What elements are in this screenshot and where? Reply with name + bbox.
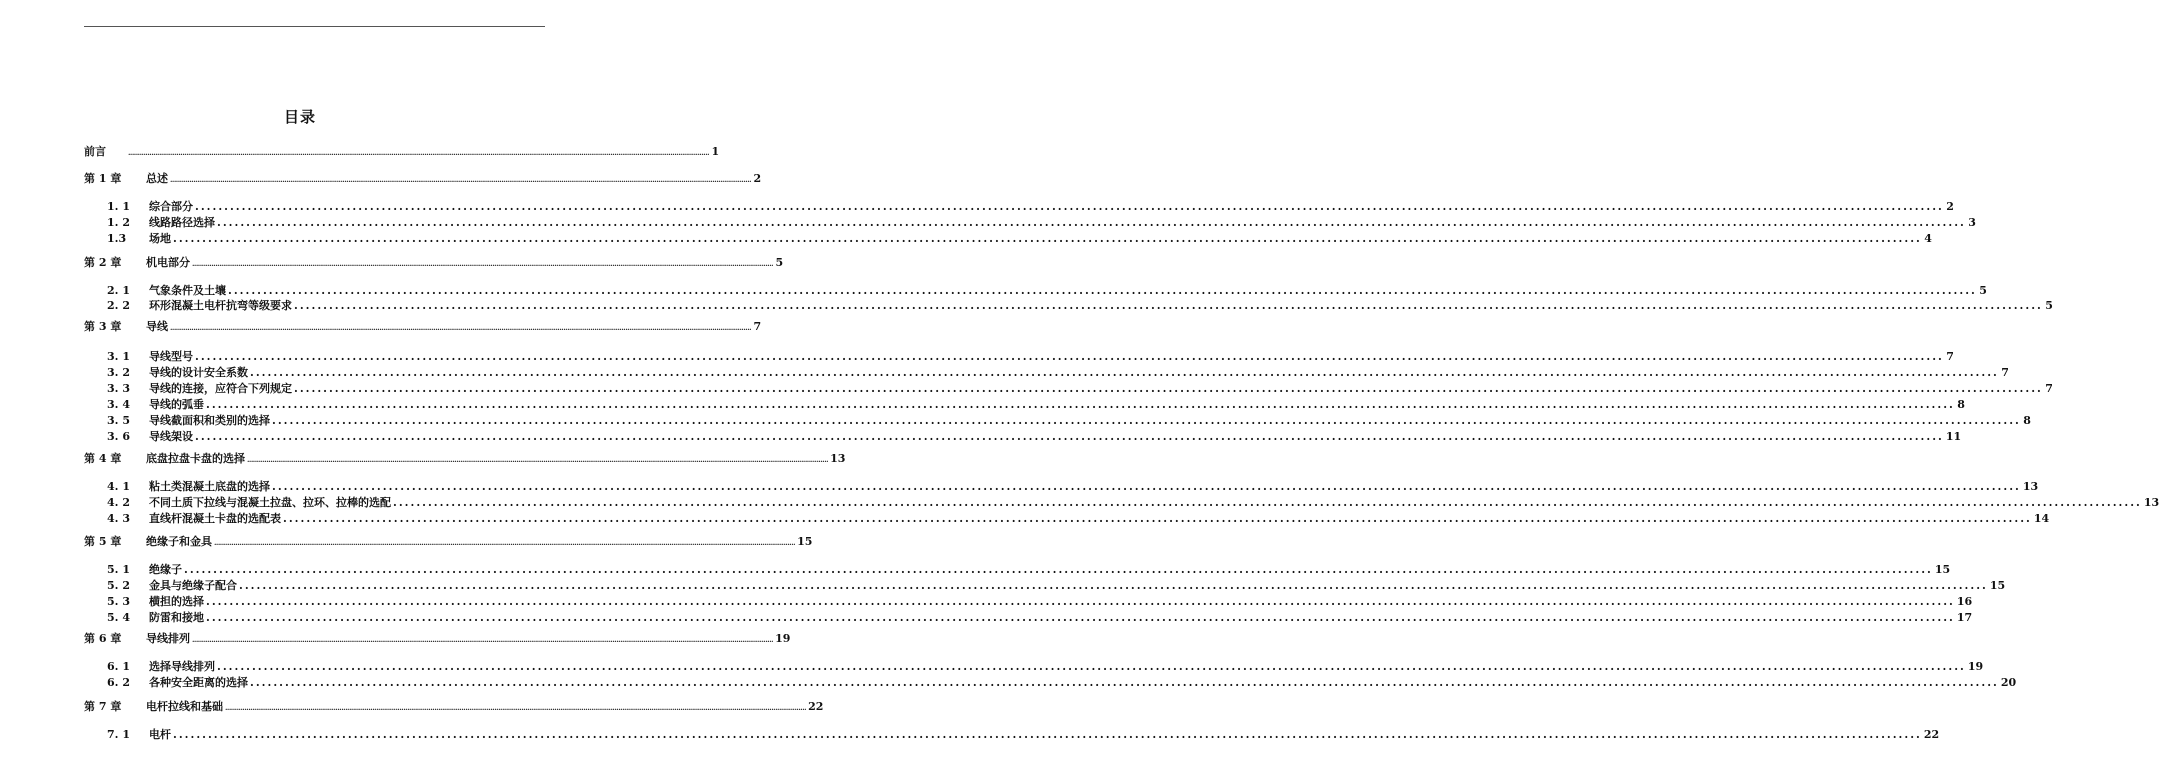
- toc-entry-number: 1. 2: [107, 216, 130, 229]
- toc-entry-label: 不同土质下拉线与混凝土拉盘、拉环、拉棒的选配: [149, 496, 391, 509]
- toc-page-number: 13: [2143, 496, 2159, 509]
- toc-page-number: 15: [1989, 579, 2006, 592]
- toc-entry-label: 气象条件及土壤: [149, 284, 226, 297]
- toc-dot-leader: ............................................................................................................................................................................................................................................................................................................: [195, 350, 1944, 363]
- toc-section-entry[interactable]: [107, 480, 2039, 494]
- toc-dot-leader: ............................................................................................................................................................................................................................................................................................................: [294, 382, 2043, 395]
- toc-entry-label: 防雷和接地: [149, 611, 204, 624]
- toc-entry-label: 选择导线排列: [149, 660, 215, 673]
- toc-section-entry[interactable]: [107, 611, 1973, 625]
- toc-entry-label: 机电部分: [146, 256, 190, 269]
- toc-chapter-entry[interactable]: [84, 632, 791, 646]
- toc-chapter-entry[interactable]: [84, 452, 846, 466]
- toc-section-entry[interactable]: [107, 350, 1954, 364]
- toc-dot-leader: ............................................................................................................................................................................................................................................................................................................: [173, 232, 1922, 245]
- toc-chapter-entry[interactable]: [84, 145, 720, 159]
- toc-section-entry[interactable]: [107, 366, 2009, 380]
- toc-page-number: 16: [1956, 595, 1973, 608]
- toc-dot-leader: ............................................................................................................................................................................................................................................................................................................: [272, 414, 2021, 427]
- toc-entry-number: 3. 5: [107, 414, 130, 427]
- toc-entry-label: 电杆拉线和基础: [146, 700, 223, 713]
- toc-dot-leader: ............................................................................................................................................................................................................................................................................................................: [228, 284, 1977, 297]
- toc-dot-leader: ............................................................................................................................................................................................................................................................................................................: [206, 611, 1955, 624]
- toc-page-number: 5: [1979, 284, 1987, 297]
- toc-entry-label: 电杆: [149, 728, 171, 741]
- toc-page-number: 15: [797, 535, 813, 548]
- toc-entry-label: 导线的弧垂: [149, 398, 204, 411]
- toc-entry-label: 导线: [146, 320, 168, 333]
- toc-section-entry[interactable]: [107, 284, 1987, 298]
- toc-entry-label: 导线架设: [149, 430, 193, 443]
- toc-entry-number: 6. 1: [107, 660, 130, 673]
- toc-page-number: 2: [1946, 200, 1954, 213]
- toc-entry-label: 底盘拉盘卡盘的选择: [146, 452, 245, 465]
- toc-entry-label: 金具与绝缘子配合: [149, 579, 237, 592]
- toc-page-number: 7: [1946, 350, 1954, 363]
- toc-entry-number: 1. 1: [107, 200, 130, 213]
- toc-page-number: 1: [711, 145, 720, 158]
- toc-entry-label: 综合部分: [149, 200, 193, 213]
- toc-dot-leader: ............................................................................................................................................................................................................................................................................................................: [283, 512, 2032, 525]
- toc-entry-number: 4. 1: [107, 480, 130, 493]
- toc-entry-number: 第 5 章: [84, 535, 122, 548]
- toc-page-number: 13: [830, 452, 846, 465]
- toc-page-number: 2: [753, 172, 762, 185]
- toc-chapter-entry[interactable]: [84, 700, 824, 714]
- toc-entry-number: 3. 4: [107, 398, 130, 411]
- toc-entry-label: 粘土类混凝土底盘的选择: [149, 480, 270, 493]
- toc-entry-label: 绝缘子: [149, 563, 182, 576]
- toc-dot-leader: ............................................................................................................................................................................................................................................................................................................: [250, 366, 1999, 379]
- toc-dot-leader: ............................................................................................................................................................................................................................................................................................................: [173, 728, 1922, 741]
- toc-dot-leader: ............................................................................................................................................................................................................................................................................................................: [214, 538, 796, 547]
- toc-entry-label: 环形混凝土电杆抗弯等级要求: [149, 299, 292, 312]
- toc-entry-label: 导线排列: [146, 632, 190, 645]
- toc-dot-leader: ............................................................................................................................................................................................................................................................................................................: [247, 455, 829, 464]
- toc-entry-label: 前言: [84, 145, 106, 158]
- toc-entry-label: 各种安全距离的选择: [149, 676, 248, 689]
- toc-chapter-entry[interactable]: [84, 256, 784, 270]
- toc-entry-label: 总述: [146, 172, 168, 185]
- toc-dot-leader: ............................................................................................................................................................................................................................................................................................................: [239, 579, 1988, 592]
- toc-dot-leader: ............................................................................................................................................................................................................................................................................................................: [393, 496, 2142, 509]
- toc-section-entry[interactable]: [107, 200, 1954, 214]
- toc-entry-number: 3. 3: [107, 382, 130, 395]
- toc-entry-number: 第 4 章: [84, 452, 122, 465]
- toc-entry-label: 导线型号: [149, 350, 193, 363]
- toc-page-number: 8: [1957, 398, 1965, 411]
- toc-entry-number: 第 6 章: [84, 632, 122, 645]
- toc-entry-number: 4. 2: [107, 496, 130, 509]
- toc-entry-number: 7. 1: [107, 728, 130, 741]
- toc-page-number: 19: [1967, 660, 1984, 673]
- toc-dot-leader: ............................................................................................................................................................................................................................................................................................................: [184, 563, 1933, 576]
- toc-entry-number: 3. 6: [107, 430, 130, 443]
- toc-chapter-entry[interactable]: [84, 320, 762, 334]
- toc-page-number: 14: [2033, 512, 2050, 525]
- toc-section-entry[interactable]: [107, 382, 2053, 396]
- toc-entry-label: 横担的选择: [149, 595, 204, 608]
- toc-section-entry[interactable]: [107, 728, 1940, 742]
- toc-page-number: 13: [2022, 480, 2039, 493]
- toc-section-entry[interactable]: [107, 512, 2050, 526]
- toc-entry-number: 第 2 章: [84, 256, 122, 269]
- toc-page-number: 22: [808, 700, 824, 713]
- toc-section-entry[interactable]: [107, 232, 1932, 246]
- toc-entry-number: 4. 3: [107, 512, 130, 525]
- toc-dot-leader: ............................................................................................................................................................................................................................................................................................................: [250, 676, 1999, 689]
- toc-dot-leader: ............................................................................................................................................................................................................................................................................................................: [195, 200, 1944, 213]
- toc-entry-label: 线路路径选择: [149, 216, 215, 229]
- toc-dot-leader: ............................................................................................................................................................................................................................................................................................................: [170, 175, 752, 184]
- toc-entry-number: 第 3 章: [84, 320, 122, 333]
- toc-entry-number: 3. 1: [107, 350, 130, 363]
- toc-dot-leader: ............................................................................................................................................................................................................................................................................................................: [128, 148, 710, 157]
- toc-entry-label: 导线截面积和类别的选择: [149, 414, 270, 427]
- toc-page-number: 17: [1956, 611, 1973, 624]
- toc-entry-number: 6. 2: [107, 676, 130, 689]
- toc-section-entry[interactable]: [107, 299, 2053, 313]
- toc-page-number: 7: [2001, 366, 2009, 379]
- toc-entry-label: 绝缘子和金具: [146, 535, 212, 548]
- toc-page-number: 5: [775, 256, 784, 269]
- toc-entry-number: 2. 2: [107, 299, 130, 312]
- toc-dot-leader: ............................................................................................................................................................................................................................................................................................................: [225, 703, 807, 712]
- toc-entry-label: 直线杆混凝土卡盘的选配表: [149, 512, 281, 525]
- toc-page-number: 7: [2045, 382, 2053, 395]
- toc-section-entry[interactable]: [107, 414, 2031, 428]
- toc-dot-leader: ............................................................................................................................................................................................................................................................................................................: [217, 660, 1966, 673]
- toc-title: 目录: [283, 108, 316, 126]
- toc-entry-number: 3. 2: [107, 366, 130, 379]
- toc-entry-number: 5. 1: [107, 563, 130, 576]
- toc-dot-leader: ............................................................................................................................................................................................................................................................................................................: [192, 259, 774, 268]
- toc-entry-number: 第 7 章: [84, 700, 122, 713]
- toc-chapter-entry[interactable]: [84, 172, 762, 186]
- toc-section-entry[interactable]: [107, 595, 1973, 609]
- toc-page-number: 15: [1934, 563, 1951, 576]
- toc-chapter-entry[interactable]: [84, 535, 813, 549]
- toc-section-entry[interactable]: [107, 676, 2017, 690]
- toc-page-number: 8: [2023, 414, 2031, 427]
- toc-page-number: 3: [1968, 216, 1976, 229]
- toc-page-number: 20: [2000, 676, 2017, 689]
- toc-dot-leader: ............................................................................................................................................................................................................................................................................................................: [294, 299, 2043, 312]
- toc-section-entry[interactable]: [107, 430, 1962, 444]
- toc-page-number: 5: [2045, 299, 2053, 312]
- toc-dot-leader: ............................................................................................................................................................................................................................................................................................................: [195, 430, 1944, 443]
- toc-section-entry[interactable]: [107, 660, 1984, 674]
- toc-page-number: 4: [1924, 232, 1932, 245]
- toc-page-number: 7: [753, 320, 762, 333]
- toc-dot-leader: ............................................................................................................................................................................................................................................................................................................: [192, 635, 774, 644]
- toc-entry-number: 5. 2: [107, 579, 130, 592]
- toc-section-entry[interactable]: [107, 216, 1976, 230]
- toc-section-entry[interactable]: [107, 563, 1951, 577]
- toc-dot-leader: ............................................................................................................................................................................................................................................................................................................: [206, 595, 1955, 608]
- toc-dot-leader: ............................................................................................................................................................................................................................................................................................................: [272, 480, 2021, 493]
- toc-section-entry[interactable]: [107, 579, 2006, 593]
- toc-page-number: 11: [1945, 430, 1962, 443]
- toc-entry-number: 5. 4: [107, 611, 130, 624]
- toc-entry-number: 1.3: [107, 232, 127, 245]
- toc-section-entry[interactable]: [107, 496, 2159, 510]
- toc-entry-label: 导线的设计安全系数: [149, 366, 248, 379]
- toc-section-entry[interactable]: [107, 398, 1965, 412]
- toc-dot-leader: ............................................................................................................................................................................................................................................................................................................: [217, 216, 1966, 229]
- toc-page-number: 22: [1923, 728, 1940, 741]
- toc-entry-label: 场地: [149, 232, 171, 245]
- toc-entry-label: 导线的连接，应符合下列规定: [149, 382, 292, 395]
- toc-entry-number: 5. 3: [107, 595, 130, 608]
- toc-page-number: 19: [775, 632, 791, 645]
- toc-entry-number: 2. 1: [107, 284, 130, 297]
- toc-dot-leader: ............................................................................................................................................................................................................................................................................................................: [170, 323, 752, 332]
- toc-entry-number: 第 1 章: [84, 172, 122, 185]
- toc-dot-leader: ............................................................................................................................................................................................................................................................................................................: [206, 398, 1955, 411]
